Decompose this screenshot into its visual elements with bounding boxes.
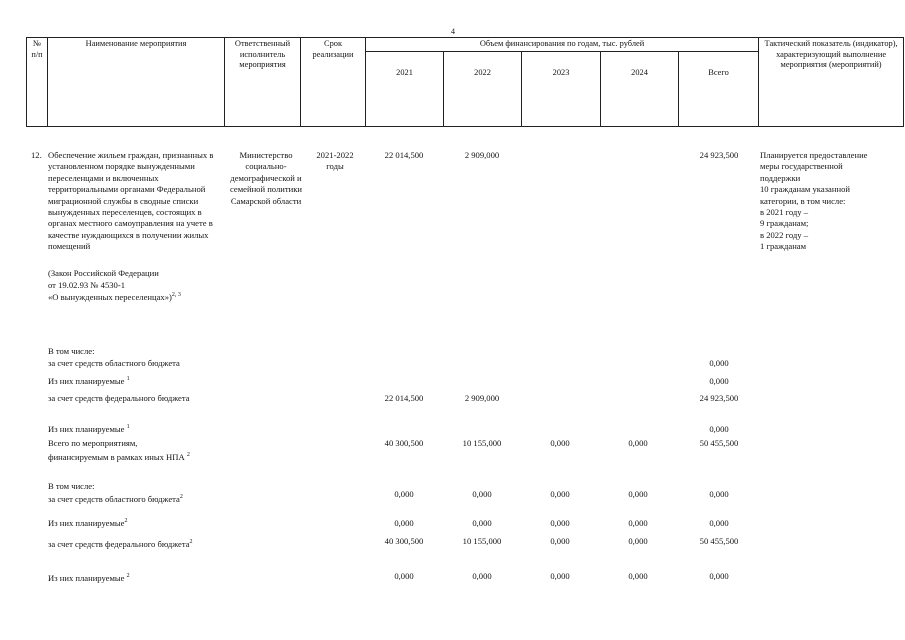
subtotal-regional-2024: 0,000 [628,489,648,499]
header-col-name: Наименование мероприятия [48,38,225,127]
subtotal-planned1-2023: 0,000 [550,518,570,528]
subtotal-planned2-total: 0,000 [709,571,729,581]
subtotal-planned2-2023: 0,000 [550,571,570,581]
total-value-total: 50 455,500 [699,438,739,448]
subtotal-planned2-2021: 0,000 [394,571,414,581]
header-year-total: Всего [679,52,759,127]
item-responsible: Министерство социально-демографической и семейной политики Самарской области [229,150,303,206]
subtotal-regional-2022: 0,000 [472,489,492,499]
header-year-2023: 2023 [522,52,601,127]
item-term: 2021-2022 годы [316,150,354,172]
subtotal-regional-total: 0,000 [709,489,729,499]
sub12-regional-total: 0,000 [709,358,729,368]
total-label-line2: финансируемым в рамках иных НПА $^2$ [48,452,190,462]
subtotal-planned1-total: 0,000 [709,518,729,528]
sub12-planned1-total: 0,000 [709,376,729,386]
sub12-federal-total: 24 923,500 [699,393,739,403]
item-value-total: 24 923,500 [699,150,739,160]
total-value-2023: 0,000 [550,438,570,448]
subtotal-planned2-label: Из них планируемые $^2$ [48,573,130,583]
subtotal-federal-2022: 10 155,000 [462,536,502,546]
item-name: Обеспечение жильем граждан, признанных в установленном порядке вынужденными переселенцами и включенных территориальными органами Федеральной миграционной службы в сводные списки вынужденных переселенцев, состоящих в органах местного самоуправления на учете в качестве нуждающихся в получении жилых помещений [48,150,214,252]
subtotal-planned2-2024: 0,000 [628,571,648,581]
subtotal-federal-total: 50 455,500 [699,536,739,546]
total-value-2024: 0,000 [628,438,648,448]
total-label-line1: Всего по мероприятиям, [48,438,138,448]
header-col-indicator: Тактический показатель (индикатор), характеризующий выполнение мероприятия (мероприятий) [759,38,904,127]
header-col-financing: Объем финансирования по годам, тыс. рублей [366,38,759,52]
item-law-line1: (Закон Российской Федерации [48,268,159,278]
sub12-including: В том числе: [48,346,95,356]
item-indicator: Планируется предоставление меры государственной поддержки 10 гражданам указанной категории, в том числе: в 2021 году – 9 гражданам; в 2022 году – 1 гражданам [760,150,868,252]
subtotal-planned1-2021: 0,000 [394,518,414,528]
subtotal-regional-2021: 0,000 [394,489,414,499]
item-value-2021: 22 014,500 [384,150,424,160]
header-col-responsible: Ответственный исполнитель мероприятия [225,38,301,127]
sub12-federal-label: за счет средств федерального бюджета [48,393,190,403]
total-value-2021: 40 300,500 [384,438,424,448]
sub12-regional-label: за счет средств областного бюджета [48,358,180,368]
subtotal-federal-2021: 40 300,500 [384,536,424,546]
subtotal-planned1-label: Из них планируемые$^2$ [48,518,128,528]
header-year-2024: 2024 [601,52,679,127]
page-number: 4 [451,27,455,36]
total-value-2022: 10 155,000 [462,438,502,448]
subtotal-federal-2024: 0,000 [628,536,648,546]
item-number: 12. [31,150,42,160]
subtotal-federal-2023: 0,000 [550,536,570,546]
item-value-2022: 2 909,000 [464,150,500,160]
sub12-federal-2021: 22 014,500 [384,393,424,403]
sub12-planned1-label: Из них планируемые $^1$ [48,376,130,386]
subtotal-federal-label: за счет средств федерального бюджета$^2$ [48,539,193,549]
header-year-2022: 2022 [444,52,522,127]
sub12-planned2-label: Из них планируемые $^1$ [48,424,130,434]
sub12-federal-2022: 2 909,000 [464,393,500,403]
header-col-term: Срок реализации [301,38,366,127]
subtotal-planned1-2022: 0,000 [472,518,492,528]
header-year-2021: 2021 [366,52,444,127]
subtotal-including: В том числе: [48,481,95,491]
table-header [26,37,904,127]
subtotal-planned2-2022: 0,000 [472,571,492,581]
subtotal-planned1-2024: 0,000 [628,518,648,528]
sub12-planned2-total: 0,000 [709,424,729,434]
subtotal-regional-2023: 0,000 [550,489,570,499]
item-law-line3: «О вынужденных переселенцах»)$^{2, 3}$ [48,292,181,302]
header-col-number: № п/п [27,38,48,127]
item-law-line2: от 19.02.93 № 4530-1 [48,280,126,290]
subtotal-regional-label: за счет средств областного бюджета$^2$ [48,494,183,504]
